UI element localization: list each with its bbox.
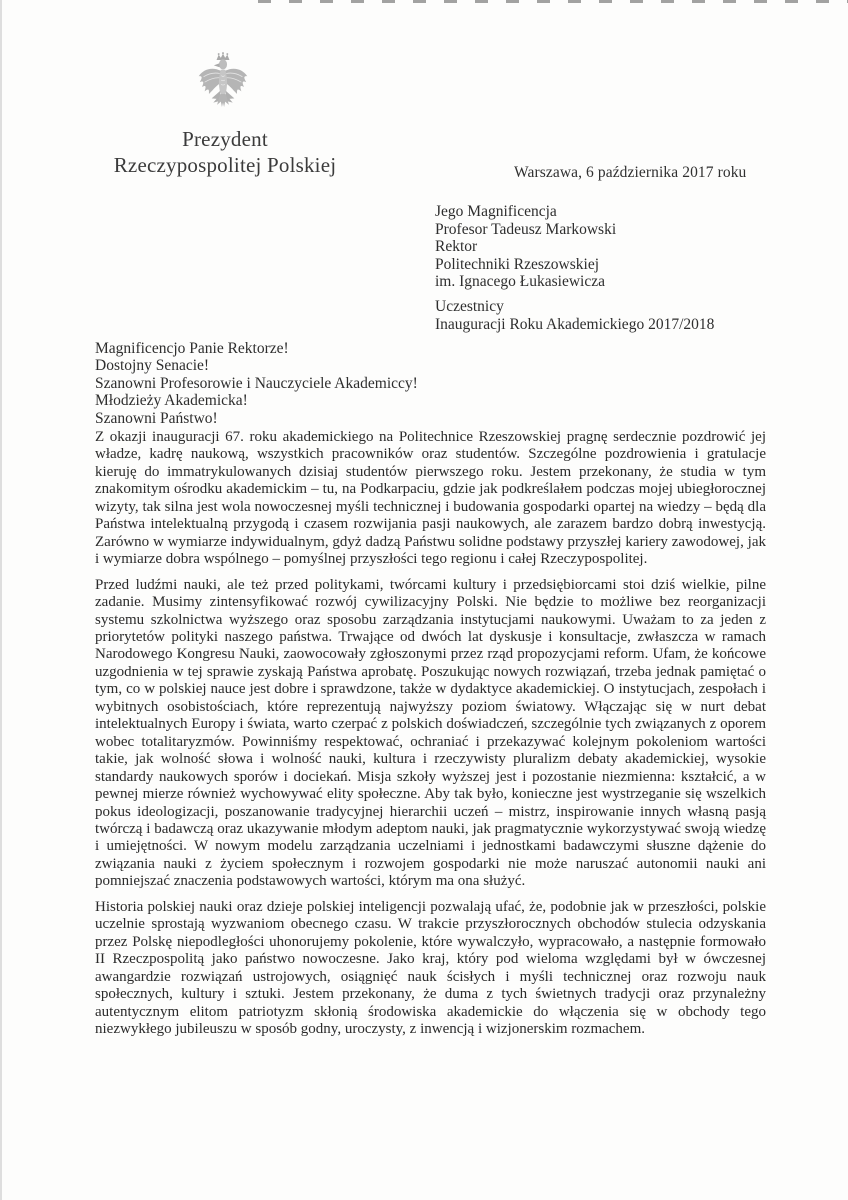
scan-artifact-top <box>258 0 848 3</box>
body-paragraph-2: Przed ludźmi nauki, ale też przed politykami, twórcami kultury i przedsiębiorcami stoi dziś wielkie, pilne zadanie. Musimy zintensyfikować rozwój cywilizacyjny Polski. Nie będzie to możliwe bez reorganizacji systemu szkolnictwa wyższego oraz sposobu zarządzania instytucjami naukowymi. Uważam to za jeden z priorytetów polityki naszego państwa. Trwające od dwóch lat dyskusje i konsultacje, zwłaszcza w ramach Narodowego Kongresu Nauki, zaowocowały zgłoszonymi przez rząd propozycjami reform. Ufam, że końcowe uzgodnienia w tej sprawie zyskają Państwa aprobatę. Poszukując nowych rozwiązań, trzeba jednak pamiętać o tym, co w polskiej nauce jest dobre i sprawdzone, także w dydaktyce akademickiej. O instytucjach, zespołach i wybitnych osobistościach, które reprezentują najwyższy poziom światowy. Włączając się w nurt debat intelektualnych Europy i świata, warto czerpać z polskich doświadczeń, szczególnie tych związanych z oporem wobec totalitaryzmów. Powinniśmy respektować, ochraniać i przekazywać kolejnym pokoleniom wartości takie, jak wolność słowa i wolność nauki, kultura i rzeczywisty pluralizm debaty akademickiej, wysokie standardy naukowych sporów i dociekań. Misja szkoły wyższej jest i pozostanie niezmienna: kształcić, a w pewnej mierze również wychowywać elity społeczne. Aby tak było, konieczne jest wystrzeganie się wszelkich pokus ideologizacji, poszanowanie tradycyjnej hierarchii uczeń – mistrz, inspirowanie innych własną pasją twórczą i badawczą oraz ukazywanie młodym adeptom nauki, jak pragmatycznie wykorzystywać swoją wiedzę i umiejętności. W nowym modelu zarządzania uczelniami i jednostkami badawczymi słuszne dążenie do związania nauki z życiem społecznym i rozwojem gospodarki nie może naruszać autonomii nauki ani pomniejszać znaczenia podstawowych wartości, którym ma ona służyć. <box>95 576 766 890</box>
polish-eagle-emblem <box>196 50 250 124</box>
letterhead <box>83 126 367 178</box>
letterhead-title-line1: Prezydent <box>182 127 268 151</box>
salutation-line: Szanowni Profesorowie i Nauczyciele Akademiccy! <box>95 374 418 392</box>
salutation-line: Magnificencjo Panie Rektorze! <box>95 340 289 357</box>
letter-body <box>95 429 766 1038</box>
salutation-line: Szanowni Państwo! <box>95 409 218 427</box>
addressee-secondary <box>435 298 765 333</box>
addressee-line: Jego Magnificencja <box>435 203 557 220</box>
dateline: Warszawa, 6 października 2017 roku <box>514 164 747 181</box>
salutation-block <box>95 340 535 427</box>
addressee-line: Inauguracji Roku Akademickiego 2017/2018 <box>435 315 715 333</box>
salutation-line: Młodzieży Akademicka! <box>95 392 248 410</box>
addressee-line: im. Ignacego Łukasiewicza <box>435 273 605 291</box>
addressee-line: Politechniki Rzeszowskiej <box>435 255 600 273</box>
scan-artifact-left-edge <box>0 0 2 1200</box>
addressee-line: Uczestnicy <box>435 297 504 315</box>
addressee-primary <box>435 203 765 291</box>
addressee-line: Rektor <box>435 238 478 256</box>
addressee-block <box>435 203 765 333</box>
addressee-line: Profesor Tadeusz Markowski <box>435 220 617 238</box>
body-paragraph-3: Historia polskiej nauki oraz dzieje polskiej inteligencji pozwalają ufać, że, podobnie jak w przeszłości, polskie uczelnie sprostają wyzwaniom obecnego czasu. W trakcie przyszłorocznych obchodów stulecia odzyskania przez Polskę niepodległości uhonorujemy pokolenie, które wywalczyło, wypracowało, a następnie formowało II Rzeczpospolitą jako państwo nowoczesne. Jako kraj, który pod wieloma względami był w ówczesnej awangardzie rozwiązań ustrojowych, osiągnięć nauk ścisłych i myśli technicznej oraz rozwoju nauk społecznych, kultury i sztuki. Jestem przekonany, że duma z tych świetnych tradycji oraz przynależny autentycznym elitom patriotyzm skłonią środowiska akademickie do włączenia się w obchody tego niezwykłego jubileuszu w sposób godny, uroczysty, z inwencją i wizjonerskim rozmachem. <box>95 898 766 1037</box>
letterhead-title-line2: Rzeczypospolitej Polskiej <box>113 153 337 177</box>
body-paragraph-1: Z okazji inauguracji 67. roku akademickiego na Politechnice Rzeszowskiej pragnę serdecznie pozdrowić jej władze, kadrę naukową, wszystkich pracowników oraz studentów. Szczególne pozdrowienia i gratulacje kieruję do immatrykulowanych dzisiaj studentów pierwszego roku. Jestem przekonany, że studia w tym znakomitym ośrodku akademickim – tu, na Podkarpaciu, gdzie jak podkreślałem podczas mojej ubiegłorocznej wizyty, tak silna jest wola nowoczesnej myśli technicznej i budowania gospodarki opartej na wiedzy – będą dla Państwa intelektualną przygodą i czasem rozwijania pasji naukowych, ale zarazem bardzo dobrą inwestycją. Zarówno w wymiarze indywidualnym, gdyż dadzą Państwu solidne podstawy przyszłej kariery zawodowej, jak i wymiarze dobra wspólnego – pomyślnej przyszłości tego regionu i całej Rzeczypospolitej. <box>95 429 766 568</box>
salutation-line: Dostojny Senacie! <box>95 357 210 375</box>
